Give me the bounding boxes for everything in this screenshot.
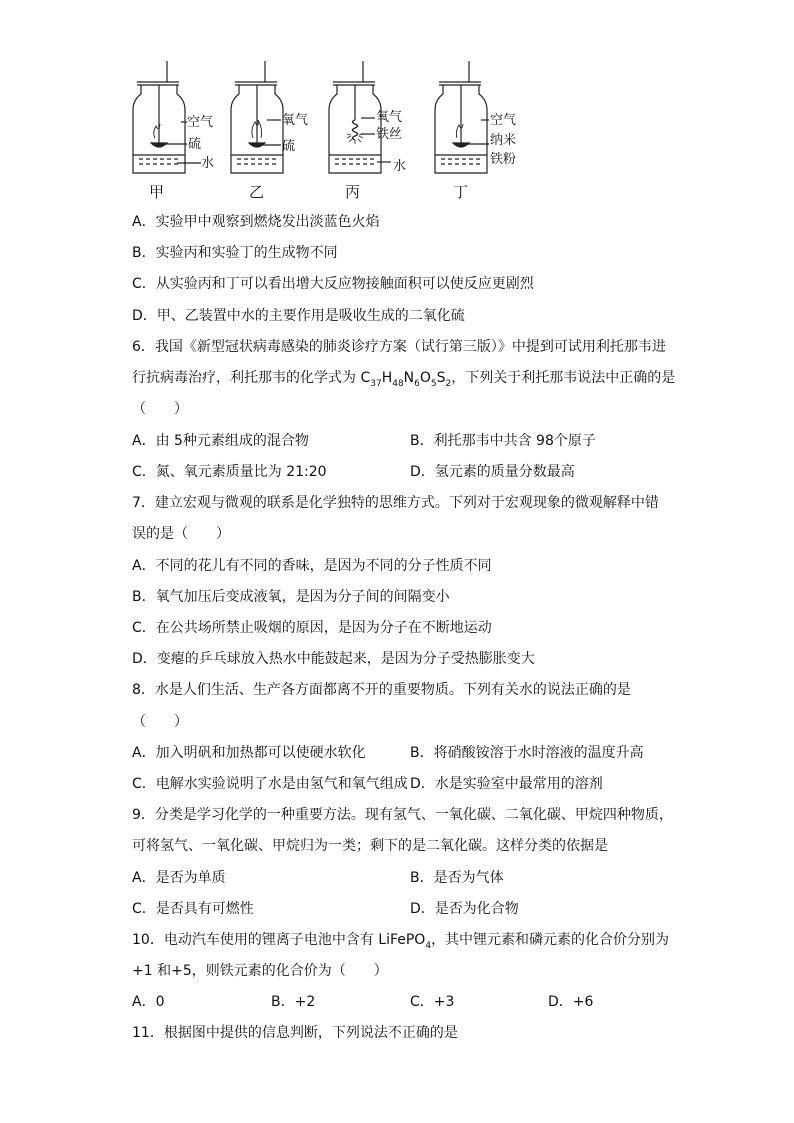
q5-option-b: B．实验丙和实验丁的生成物不同: [132, 245, 338, 261]
q5-option-a: A．实验甲中观察到燃烧发出淡蓝色火焰: [132, 214, 380, 230]
q10-option-c: C．+3: [410, 994, 455, 1010]
q6-stem-text: ，下列关于利托那韦说法中正确的是: [451, 370, 676, 386]
q10-stem-line1: [132, 931, 669, 955]
gas-jars-diagram: [125, 58, 535, 208]
q5-option-d: D．甲、乙装置中水的主要作用是吸收生成的二氧化硫: [132, 308, 465, 324]
jia-caption: 甲: [149, 183, 165, 201]
q10-stem-line2: +1 和+5，则铁元素的化合价为（ ）: [132, 963, 388, 979]
formula-sub: 5: [430, 378, 437, 389]
formula-sub: 48: [392, 378, 404, 389]
q8-stem-line1: 8．水是人们生活、生产各方面都离不开的重要物质。下列有关水的说法正确的是: [132, 682, 631, 698]
q10-option-a: A．0: [132, 994, 165, 1010]
q9-option-c: C．是否具有可燃性: [132, 901, 254, 917]
q8-option-b: B．将硝酸铵溶于水时溶液的温度升高: [410, 745, 644, 761]
formula-element: O: [419, 370, 431, 386]
q9-stem-line1: 9．分类是学习化学的一种重要方法。现有氢气、一氧化碳、二氧化碳、甲烷四种物质，: [132, 807, 673, 823]
q6-answer-paren: （ ）: [132, 401, 188, 417]
q10-option-d: D．+6: [548, 994, 594, 1010]
q6-stem-line1: 6．我国《新型冠状病毒感染的肺炎诊疗方案（试行第三版）》中提到可试用利托那韦进: [132, 339, 666, 355]
q6-option-c: C．氮、氧元素质量比为 21:20: [132, 464, 327, 480]
jia-label-sulfur: 硫: [188, 137, 202, 152]
q10-option-b: B．+2: [271, 994, 316, 1010]
q10-stem-text: ，其中锂元素和磷元素的化合价分别为: [431, 932, 670, 948]
q8-option-d: D．水是实验室中最常用的溶剂: [410, 776, 603, 792]
formula-element: N: [403, 370, 415, 386]
q9-option-b: B．是否为气体: [410, 870, 504, 886]
q9-option-d: D．是否为化合物: [410, 901, 519, 917]
q10-stem-text: 10．电动汽车使用的锂离子电池中含有 LiFePO: [132, 932, 426, 948]
q7-option-c: C．在公共场所禁止吸烟的原因，是因为分子在不断地运动: [132, 620, 492, 636]
formula-sub: 2: [445, 378, 452, 389]
bing-label-oxygen: 氧气: [376, 110, 403, 125]
q6-option-d: D．氢元素的质量分数最高: [410, 464, 575, 480]
formula-element: S: [436, 370, 446, 386]
q7-option-b: B．氧气加压后变成液氧，是因为分子间的间隔变小: [132, 589, 450, 605]
formula-sub: 4: [425, 940, 432, 951]
jar-yi: [231, 61, 283, 173]
formula-sub: 6: [414, 378, 420, 389]
bing-label-water: 水: [393, 159, 407, 174]
experiment-figure: [125, 58, 535, 208]
q6-stem-text: 行抗病毒治疗，利托那韦的化学式为 C: [132, 370, 371, 386]
q9-stem-line2: 可将氢气、一氧化碳、甲烷归为一类；剩下的是二氧化碳。这样分类的依据是: [132, 838, 608, 854]
q7-stem-line1: 7．建立宏观与微观的联系是化学独特的思维方式。下列对于宏观现象的微观解释中错: [132, 495, 659, 511]
jia-label-water: 水: [201, 156, 215, 171]
yi-label-sulfur: 硫: [282, 139, 296, 154]
yi-label-oxygen: 氧气: [282, 113, 309, 128]
q6-option-a: A．由 5种元素组成的混合物: [132, 433, 309, 449]
ding-label-air: 空气: [490, 113, 517, 128]
jar-ding: [435, 61, 489, 173]
q8-answer-paren: （ ）: [132, 714, 188, 730]
q5-option-c: C．从实验丙和丁可以看出增大反应物接触面积可以使反应更剧烈: [132, 276, 534, 292]
q6-stem-line2: [132, 369, 675, 393]
q8-option-c: C．电解水实验说明了水是由氢气和氧气组成: [132, 776, 408, 792]
yi-caption: 乙: [249, 183, 265, 201]
q6-option-b: B．利托那韦中共含 98个原子: [410, 433, 596, 449]
bing-caption: 丙: [345, 183, 361, 201]
q7-stem-line2: 误的是（ ）: [132, 526, 230, 542]
jia-label-air: 空气: [187, 115, 214, 130]
ding-label-iron-powder: 铁粉: [490, 152, 517, 167]
ding-caption: 丁: [453, 183, 469, 201]
bing-label-iron-wire: 铁丝: [376, 127, 403, 142]
q7-option-a: A．不同的花儿有不同的香味，是因为不同的分子性质不同: [132, 558, 492, 574]
q8-option-a: A．加入明矾和加热都可以使硬水软化: [132, 745, 366, 761]
formula-element: H: [381, 370, 393, 386]
q9-option-a: A．是否为单质: [132, 870, 226, 886]
q7-option-d: D．变瘪的乒乓球放入热水中能鼓起来，是因为分子受热膨胀变大: [132, 651, 535, 667]
q11-stem-line1: 11．根据图中提供的信息判断，下列说法不正确的是: [132, 1025, 458, 1041]
formula-sub: 37: [370, 378, 382, 389]
ding-label-nano: 纳米: [490, 133, 517, 148]
